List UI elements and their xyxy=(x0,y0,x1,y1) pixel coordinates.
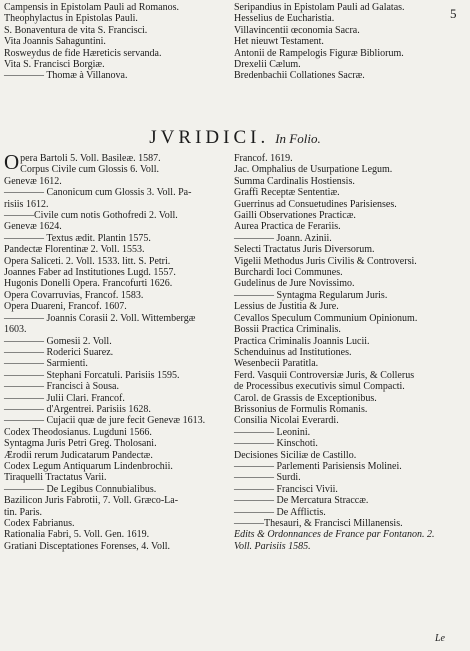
entry-line: ———— De Mercatura Straccæ. xyxy=(234,495,369,507)
entry-line: ———— Canonicum cum Glossis 3. Voll. Pa- xyxy=(4,187,192,199)
entry-line: tin. Paris. xyxy=(4,506,43,518)
entry-line: Bredenbachii Collationes Sacræ. xyxy=(234,70,365,82)
entry-line: ———— Syntagma Regularum Juris. xyxy=(234,289,388,301)
entry-line: Schenduinus ad Institutiones. xyxy=(234,346,352,358)
entry-line: ———— Sarmienti. xyxy=(4,358,88,370)
entry-line: ———— Joannis Corasii 2. Voll. Wittembergæ xyxy=(4,312,196,324)
entry-line: ———— Roderici Suarez. xyxy=(4,346,114,358)
entry-line: Carol. de Grassis de Exceptionibus. xyxy=(234,392,377,404)
entry-line: Codex Theodosianus. Lugduni 1566. xyxy=(4,426,152,438)
entry-line: Edits & Ordonnances de France par Fontanon. 2. xyxy=(234,529,435,541)
entry-line: ———Civile cum notis Gothofredi 2. Voll. xyxy=(4,210,178,222)
entry-line: Het nieuwt Testament. xyxy=(234,36,324,48)
entry-line: Theophylactus in Epistolas Pauli. xyxy=(4,13,138,25)
entry-line: Guerrinus ad Consuetudines Parisienses. xyxy=(234,198,397,210)
entry-line: Francof. 1619. xyxy=(234,153,293,164)
entry-line: ———— Francisci Vivii. xyxy=(234,483,338,495)
entry-line: Jac. Omphalius de Usurpatione Legum. xyxy=(234,164,393,176)
entry-line: Brissonius de Formulis Romanis. xyxy=(234,403,368,415)
entry-line: ———— Thomæ à Villanova. xyxy=(4,70,128,82)
entry-line: ———— Joann. Azinii. xyxy=(234,232,332,244)
entry-line: Vita Joannis Sahaguntini. xyxy=(4,36,106,48)
entry-line: Gailli Observationes Practicæ. xyxy=(234,210,356,222)
entry-line: ———— Stephani Forcatuli. Parisiis 1595. xyxy=(4,369,180,381)
entry-line: ———— Parlementi Parisiensis Molinei. xyxy=(234,460,402,472)
entry-line: Drexelii Cælum. xyxy=(234,59,301,71)
entry-line: ———— Kinschoti. xyxy=(234,438,318,450)
left-column xyxy=(4,150,226,552)
entry-line: Villavincentii œconomia Sacra. xyxy=(234,24,360,36)
entry-line: Antonii de Rampelogis Figuræ Bibliorum. xyxy=(234,47,404,59)
heading-title: JVRIDICI. xyxy=(149,127,270,148)
section-heading xyxy=(0,127,470,149)
entry-line: ———— De Legibus Connubialibus. xyxy=(4,483,157,495)
entry-line: Opera Bartoli 5. Voll. Basileæ. 1587. xyxy=(4,150,161,174)
entry-line: risiis 1612. xyxy=(4,198,49,210)
entry-line: Gudelinus de Jure Novissimo. xyxy=(234,278,355,290)
entry-line: ———— Francisci à Sousa. xyxy=(4,381,119,393)
entry-line: ———— Leonini. xyxy=(234,426,311,438)
entry-line: Wesenbecii Paratitla. xyxy=(234,358,319,370)
entry-line: Aurea Practica de Ferariis. xyxy=(234,221,341,233)
entry-line: Selecti Tractatus Juris Diversorum. xyxy=(234,244,375,256)
entry-line: Tiraquelli Tractatus Varii. xyxy=(4,472,107,484)
entry-line: Graffi Receptæ Sententiæ. xyxy=(234,187,340,199)
entry-line: Joannes Faber ad Institutiones Lugd. 1557. xyxy=(4,267,176,279)
entry-line: Genevæ 1624. xyxy=(4,221,62,233)
heading-subtitle: In Folio. xyxy=(275,131,321,146)
entry-line: Bazilicon Juris Fabrotii, 7. Voll. Græco-La- xyxy=(4,495,179,507)
entry-line: Vita S. Francisci Borgiæ. xyxy=(4,59,105,71)
entry-line: Hesselius de Eucharistia. xyxy=(234,13,335,25)
entry-line: Voll. Parisiis 1585. xyxy=(234,540,311,552)
entry-line: Ferd. Vasquii Controversiæ Juris, & Collerus xyxy=(234,369,415,381)
entry-line: Campensis in Epistolam Pauli ad Romanos. xyxy=(4,2,179,13)
catchword: Le xyxy=(435,633,445,644)
entry-line: Cevallos Speculum Communium Opinionum. xyxy=(234,312,418,324)
entry-line: Ærodii rerum Judicatarum Pandectæ. xyxy=(4,449,153,461)
entry-line: Opera Covarruvias, Francof. 1583. xyxy=(4,289,144,301)
entry-line: ———— De Afflictis. xyxy=(234,506,326,518)
entry-line: Syntagma Juris Petri Greg. Tholosani. xyxy=(4,438,157,450)
entry-line: Gratiani Disceptationes Forenses, 4. Voll. xyxy=(4,540,170,552)
entry-line: Corpus Civile cum Glossis 6. Voll. xyxy=(20,164,159,176)
entry-line: Opera Duareni, Francof. 1607. xyxy=(4,301,127,313)
entry-line: Codex Legum Antiquarum Lindenbrochii. xyxy=(4,460,173,472)
entry-line: Codex Fabrianus. xyxy=(4,518,75,529)
entry-line: ———Thesauri, & Francisci Millanensis. xyxy=(234,518,403,529)
entry-line: 1603. xyxy=(4,324,27,336)
entry-line: ———— Cujacii quæ de jure fecit Genevæ 1613. xyxy=(4,415,206,427)
entry-line: Hugonis Donelli Opera. Francofurti 1626. xyxy=(4,278,173,290)
entry-line: Opera Saliceti. 2. Voll. 1533. litt. S. Petri. xyxy=(4,255,171,267)
entry-line: ———— Julii Clari. Francof. xyxy=(4,392,125,404)
entry-line: Consilia Nicolai Everardi. xyxy=(234,415,339,427)
entry-line: S. Bonaventura de vita S. Francisci. xyxy=(4,24,148,36)
entry-line: Vigelii Methodus Juris Civilis & Controversi. xyxy=(234,255,417,267)
entry-line: Rosweydus de fide Hæreticis servanda. xyxy=(4,47,162,59)
right-column xyxy=(234,153,458,552)
entry-line: Lessius de Justitia & Jure. xyxy=(234,301,339,313)
entry-line: Rationalia Fabri, 5. Voll. Gen. 1619. xyxy=(4,529,150,541)
entry-line: Genevæ 1612. xyxy=(4,175,62,187)
entry-line: Seripandius in Epistolam Pauli ad Galatas. xyxy=(234,2,405,13)
entry-line: Burchardi Ioci Communes. xyxy=(234,267,343,279)
top-right-list xyxy=(234,2,450,82)
entry-line: Bossii Practica Criminalis. xyxy=(234,324,341,336)
entry-line: de Processibus executivis simul Compacti. xyxy=(234,381,405,393)
page-number: 5 xyxy=(450,6,457,21)
entry-line: ———— Textus ædit. Plantin 1575. xyxy=(4,232,151,244)
entry-line: ———— Gomesii 2. Voll. xyxy=(4,335,112,347)
entry-line: ———— d'Argentrei. Parisiis 1628. xyxy=(4,403,151,415)
entry-line: Practica Criminalis Joannis Lucii. xyxy=(234,335,370,347)
top-left-list xyxy=(4,2,222,82)
entry-line: Summa Cardinalis Hostiensis. xyxy=(234,175,355,187)
entry-line: Pandectæ Florentinæ 2. Voll. 1553. xyxy=(4,244,145,256)
entry-line: Decisiones Siciliæ de Castillo. xyxy=(234,449,357,461)
entry-line: ———— Surdi. xyxy=(234,472,301,484)
